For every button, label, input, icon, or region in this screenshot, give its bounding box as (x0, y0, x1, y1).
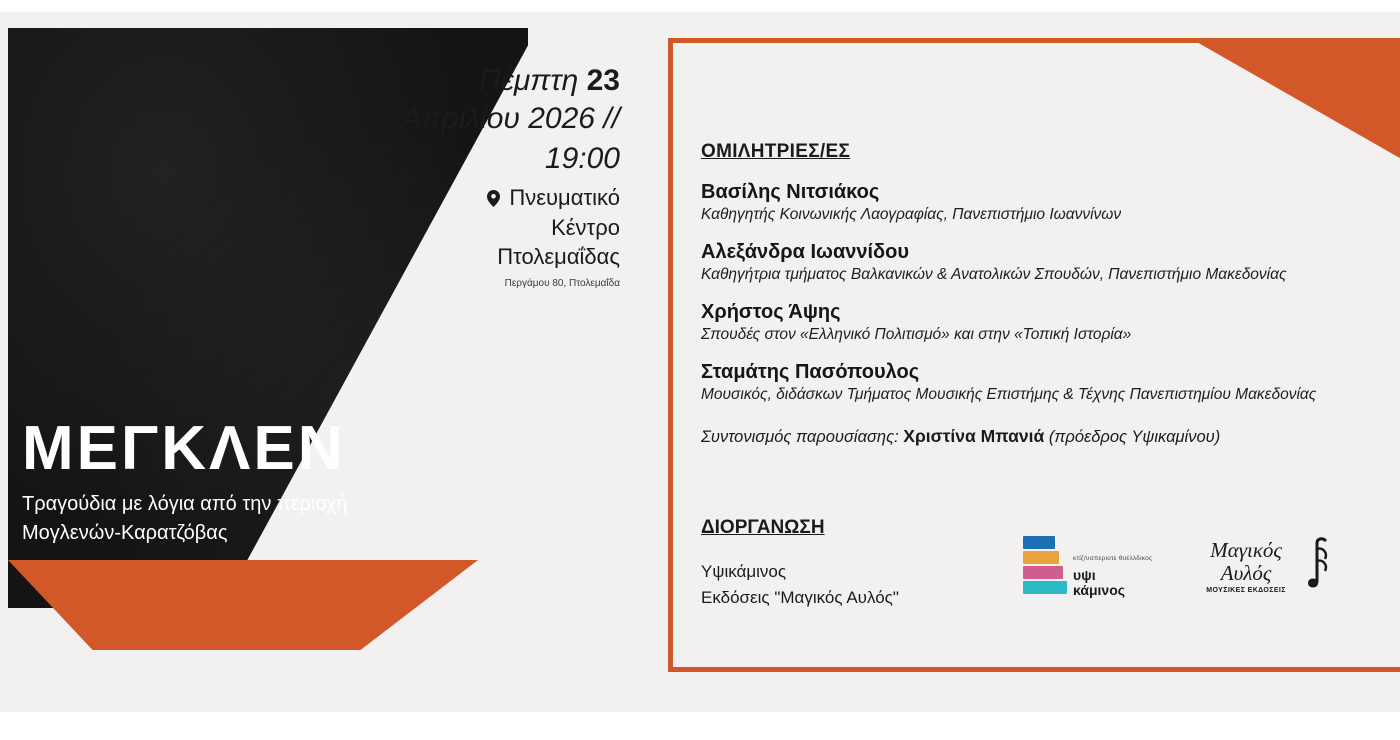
moderation-suffix: (πρόεδρος Υψικαμίνου) (1044, 428, 1221, 446)
moderation-name: Χριστίνα Μπανιά (903, 426, 1045, 446)
speaker-name: Αλεξάνδρα Ιωαννίδου (701, 241, 910, 263)
logo-magikos-aulos-line1: Μαγικός (1210, 538, 1282, 563)
speaker-role: Καθηγήτρια τμήματος Βαλκανικών & Ανατολικών Σπουδών, Πανεπιστήμιο Μακεδονίας (701, 266, 1287, 283)
logos-row (1023, 533, 1332, 600)
logo-magikos-aulos-line2: Αυλός (1220, 560, 1272, 585)
logo-ypsikaminos (1023, 536, 1152, 598)
speakers-heading: ΟΜΙΛΗΤΡΙΕΣ/ΕΣ (701, 141, 851, 162)
event-date-venue-block (360, 62, 620, 289)
logo-ypsikaminos-text (1073, 536, 1152, 598)
event-day-label: Πέμπτη (478, 64, 579, 97)
moderation-line (701, 426, 1387, 447)
event-venue (360, 184, 620, 272)
event-venue-line3: Πτολεμαΐδας (497, 243, 620, 269)
page-title: ΜΕΓΚΛΕΝ (22, 414, 346, 483)
bottom-white-band (0, 712, 1400, 740)
event-day-number: 23 (586, 64, 620, 97)
logo-ypsikaminos-word2: κάμινος (1073, 581, 1126, 598)
stacked-bars-icon (1023, 536, 1067, 594)
speaker-role: Σπουδές στον «Ελληνικό Πολιτισμό» και στην «Τοπική Ιστορία» (701, 326, 1132, 343)
event-time: 19:00 (544, 141, 620, 175)
list-item (701, 241, 1387, 284)
speaker-name: Χρήστος Άψης (701, 301, 841, 323)
moderation-prefix: Συντονισμός παρουσίασης: (701, 428, 904, 446)
organization-heading: ΔΙΟΡΓΑΝΩΣΗ (701, 517, 825, 538)
event-venue-line2: Κέντρο (551, 215, 620, 241)
event-month-year: Απριλίου 2026 // (401, 102, 620, 136)
speaker-name: Σταμάτης Πασόπουλος (701, 361, 920, 383)
list-item: Εκδόσεις "Μαγικός Αυλός" (701, 588, 899, 608)
logo-magikos-aulos (1206, 533, 1332, 600)
speaker-name: Βασίλης Νιτσιάκος (701, 181, 880, 203)
event-day-line (360, 62, 620, 100)
list-item: Υψικάμινος (701, 562, 787, 581)
event-venue-line1: Πνευματικό (509, 184, 620, 210)
list-item (701, 301, 1387, 344)
logo-magikos-aulos-line3: ΜΟΥΣΙΚΕΣ ΕΚΔΟΣΕΙΣ (1206, 586, 1286, 594)
logo-ypsikaminos-word1: υψι (1073, 567, 1096, 584)
poster-subtitle: Τραγούδια με λόγια από την περιοχή Μογλενών-Καρατζόβας (22, 493, 348, 544)
logo-magikos-aulos-text (1206, 539, 1286, 593)
music-note-icon (1292, 533, 1332, 600)
speaker-role: Μουσικός, διδάσκων Τμήματος Μουσικής Επιστήμης & Τέχνης Πανεπιστημίου Μακεδονίας (701, 386, 1317, 403)
location-pin-icon (487, 186, 500, 215)
top-white-band (0, 0, 1400, 12)
list-item (701, 361, 1387, 404)
logo-ypsikaminos-tagline: κτίζ/υσπεριοτε θυέλλδικος (1073, 555, 1153, 562)
poster-title-block (22, 414, 482, 548)
list-item (701, 181, 1387, 224)
speaker-role: Καθηγητής Κοινωνικής Λαογραφίας, Πανεπιστήμιο Ιωαννίνων (701, 206, 1122, 223)
event-venue-address: Περγάμου 80, Πτολεμαΐδα (504, 277, 620, 289)
details-panel (668, 38, 1400, 672)
left-orange-shape (8, 560, 478, 650)
